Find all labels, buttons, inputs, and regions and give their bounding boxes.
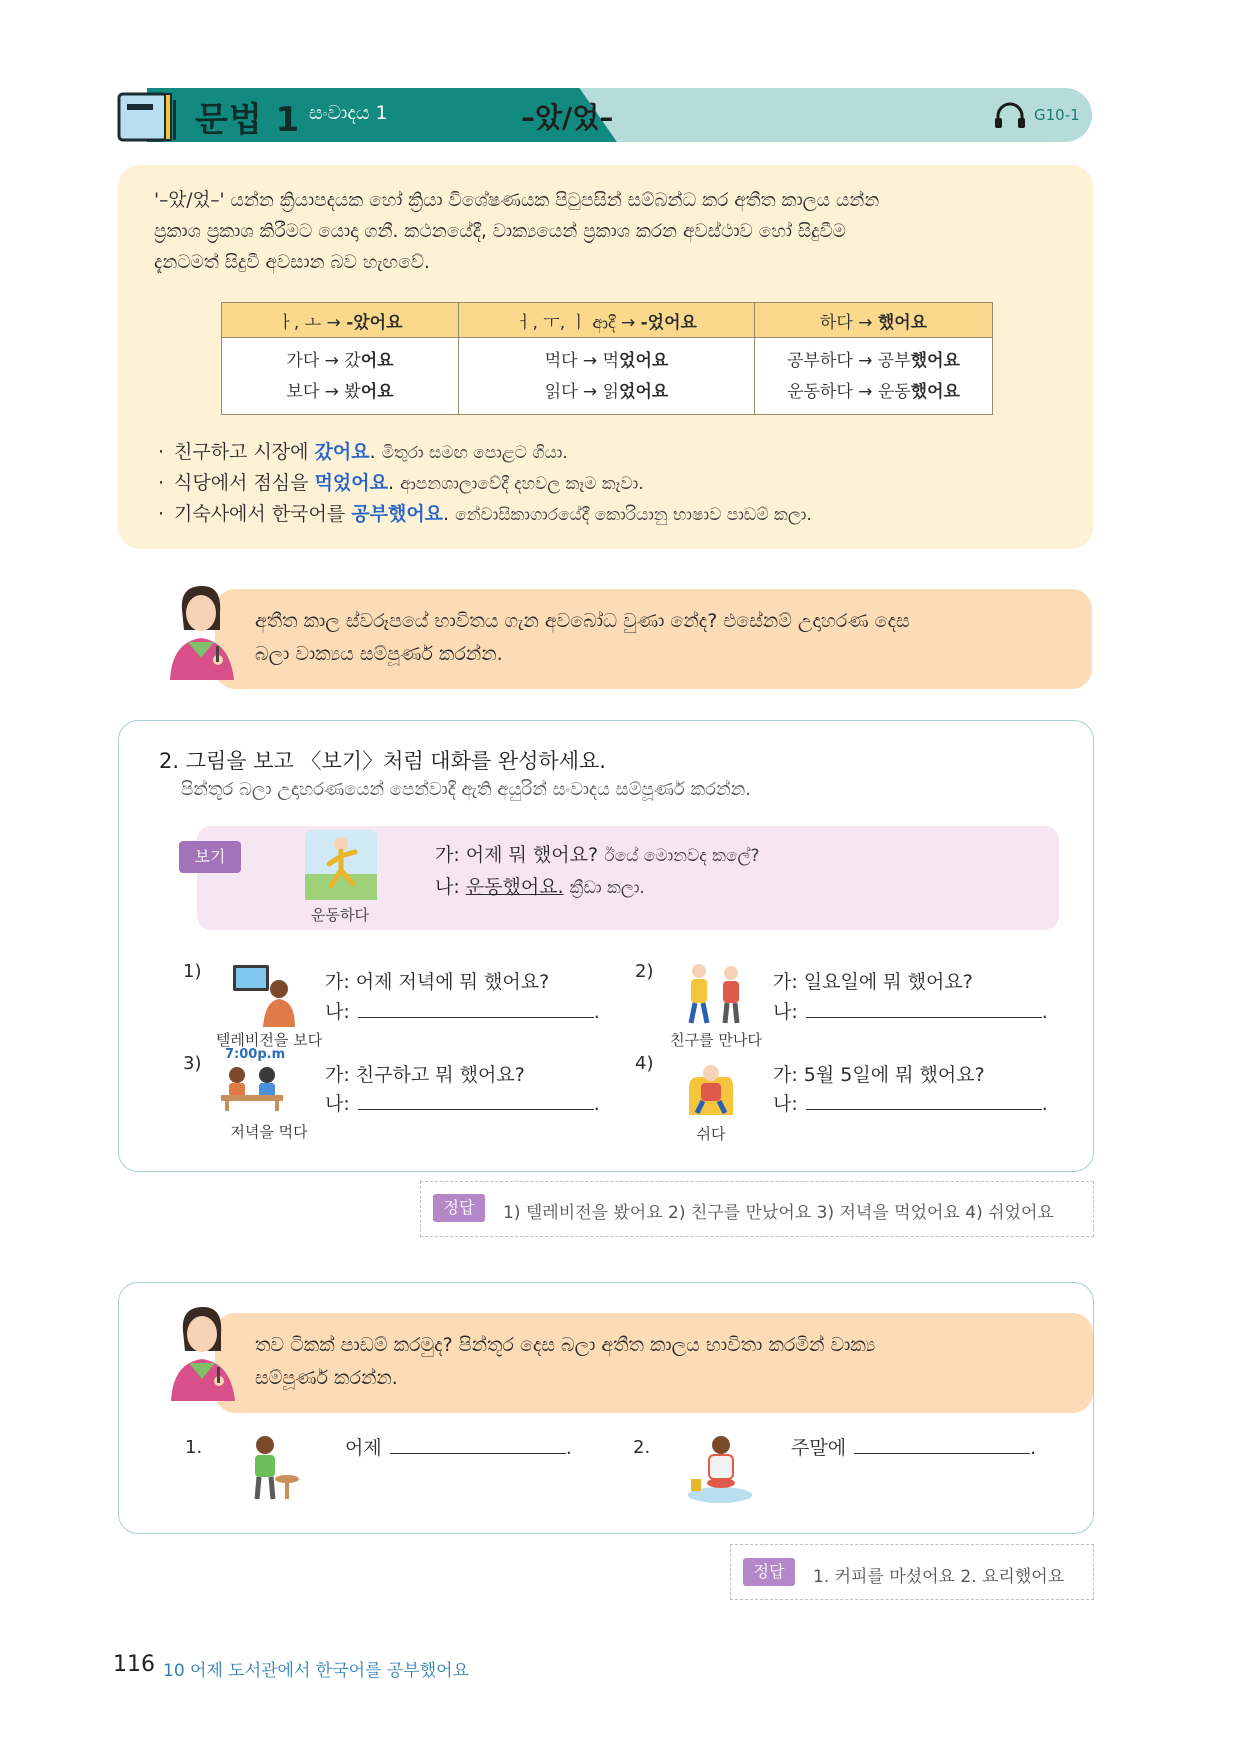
answer-key-box (420, 1181, 1094, 1237)
answer-line[interactable]: 나: . (325, 1093, 600, 1115)
meeting-friend-icon (681, 961, 751, 1027)
teacher-instruction-line: සම්පූර්ණ කරන්න. (255, 1367, 398, 1389)
question-number: 3) (183, 1053, 202, 1074)
example-sentence: · 식당에서 점심을 먹었어요. ආපනශාලාවේදී දහවල කෑම කෑවා. (158, 472, 644, 494)
teacher-icon (160, 580, 242, 680)
grammar-point: –았/었– (521, 101, 614, 134)
table-header: ㅓ, ㅜ, ㅣ ආදී → -었어요 (459, 303, 755, 338)
answer-line[interactable]: 나: . (325, 1001, 600, 1023)
practice-number: 2. (633, 1437, 651, 1458)
question-number: 4) (635, 1053, 654, 1074)
table-header: ㅏ, ㅗ → -았어요 (222, 303, 459, 338)
page-number: 116 (113, 1652, 155, 1677)
exercise-box (118, 720, 1094, 1172)
practice-sentence[interactable]: 주말에 . (791, 1437, 1037, 1459)
section-header (117, 88, 1092, 142)
table-row (222, 338, 993, 415)
resting-person-icon (681, 1057, 741, 1117)
teacher-instruction-banner (215, 1313, 1093, 1413)
teacher-icon (161, 1301, 243, 1401)
answer-tag: 정답 (433, 1194, 485, 1222)
cooking-icon (685, 1433, 755, 1503)
question-caption: 저녁을 먹다 (230, 1123, 308, 1141)
drinking-coffee-icon (243, 1433, 299, 1503)
answer-key-text: 1) 텔레비전을 봤어요 2) 친구를 만났어요 3) 저녁을 먹었어요 4) 쉬었어요 (503, 1203, 1054, 1223)
practice-sentence[interactable]: 어제 . (345, 1437, 572, 1459)
example-caption: 운동하다 (311, 906, 369, 924)
exercise-subtitle: පින්තූර බලා උදාහරණයෙන් පෙන්වාදී ඇති අයුරින් සංවාදය සම්පූර්ණ කරන්න. (181, 779, 751, 800)
answer-tag: 정답 (743, 1558, 795, 1586)
question-caption: 쉬다 (696, 1125, 726, 1143)
book-icon (117, 90, 179, 144)
question-text: 가: 친구하고 뭐 했어요? (325, 1064, 525, 1086)
example-sentence: · 친구하고 시장에 갔어요. මිතුරා සමඟ පොළට ගියා. (158, 441, 568, 463)
table-cell: 가다 → 갔어요 보다 → 봤어요 (222, 338, 459, 415)
question-number: 1) (183, 961, 202, 982)
watching-tv-icon (229, 961, 299, 1027)
headphone-icon[interactable] (994, 101, 1026, 129)
explanation-line: ප්‍රකාශ ප්‍රකාශ කිරීමට යොදා ගනී. කථනයේදී, වාක්‍යයෙන් ප්‍රකාශ කරන අවස්ථාව හෝ සිදුවීම (154, 221, 846, 242)
example-question: 가: 어제 뭐 했어요? ඊයේ මොනවද කලේ? (435, 844, 760, 866)
practice-box (118, 1282, 1094, 1534)
running-person-icon (305, 830, 377, 900)
answer-key-box (730, 1544, 1094, 1600)
audio-track-code[interactable]: G10-1 (1034, 106, 1080, 124)
example-tag: 보기 (179, 841, 241, 873)
conjugation-table (221, 302, 993, 415)
table-cell: 먹다 → 먹었어요 읽다 → 읽었어요 (459, 338, 755, 415)
question-text: 가: 5월 5일에 뭐 했어요? (773, 1064, 985, 1086)
chapter-title: 10 어제 도서관에서 한국어를 공부했어요 (163, 1661, 469, 1681)
teacher-instruction-line: බලා වාක්‍යය සම්පූර්ණ කරන්න. (255, 643, 503, 665)
teacher-instruction-line: අතීත කාල ස්වරූපයේ භාවිතය ගැන අවබෝධ වුණා නේද? එසේනම් උදාහරණ දෙස (255, 610, 910, 632)
question-caption: 텔레비전을 보다 (215, 1031, 323, 1049)
exercise-title: 2. 그림을 보고 〈보기〉처럼 대화를 완성하세요. (159, 749, 606, 773)
question-caption: 친구를 만나다 (670, 1031, 762, 1049)
table-header: 하다 → 했어요 (755, 303, 993, 338)
table-header-row (222, 303, 993, 338)
answer-line[interactable]: 나: . (773, 1093, 1048, 1115)
time-label: 7:00p.m (225, 1047, 286, 1062)
example-answer: 나: 운동했어요. ක්‍රීඩා කලා. (435, 876, 645, 898)
eating-dinner-icon (217, 1065, 287, 1111)
explanation-line: දැනටමත් සිදුවී අවසාන බව හැඟවේ. (154, 252, 430, 273)
answer-line[interactable]: 나: . (773, 1001, 1048, 1023)
example-sentence: · 기숙사에서 한국어를 공부했어요. නේවාසිකාගාරයේදී කොරියානු භාෂාව පාඩම් කලා. (158, 503, 812, 525)
question-text: 가: 일요일에 뭐 했어요? (773, 971, 973, 993)
grammar-section-title: 문법 1 (195, 100, 301, 140)
answer-key-text: 1. 커피를 마셨어요 2. 요리했어요 (813, 1567, 1065, 1587)
example-box (197, 826, 1059, 930)
teacher-instruction-line: තව ටිකක් පාඩම් කරමුද? පින්තූර දෙස බලා අතීත කාලය භාවිතා කරමින් වාක්‍ය (255, 1334, 876, 1356)
question-number: 2) (635, 961, 654, 982)
question-text: 가: 어제 저녁에 뭐 했어요? (325, 971, 550, 993)
practice-number: 1. (185, 1437, 203, 1458)
table-cell: 공부하다 → 공부했어요 운동하다 → 운동했어요 (755, 338, 993, 415)
teacher-instruction-banner (215, 589, 1092, 689)
dialogue-label: සංවාදය 1 (309, 102, 388, 124)
explanation-box (118, 165, 1093, 549)
explanation-line: '–았/었–' යන්න ක්‍රියාපදයක හෝ ක්‍රියා විශේෂණයක පිටුපසින් සම්බන්ධ කර අතීත කාලය යන්න (154, 190, 880, 211)
